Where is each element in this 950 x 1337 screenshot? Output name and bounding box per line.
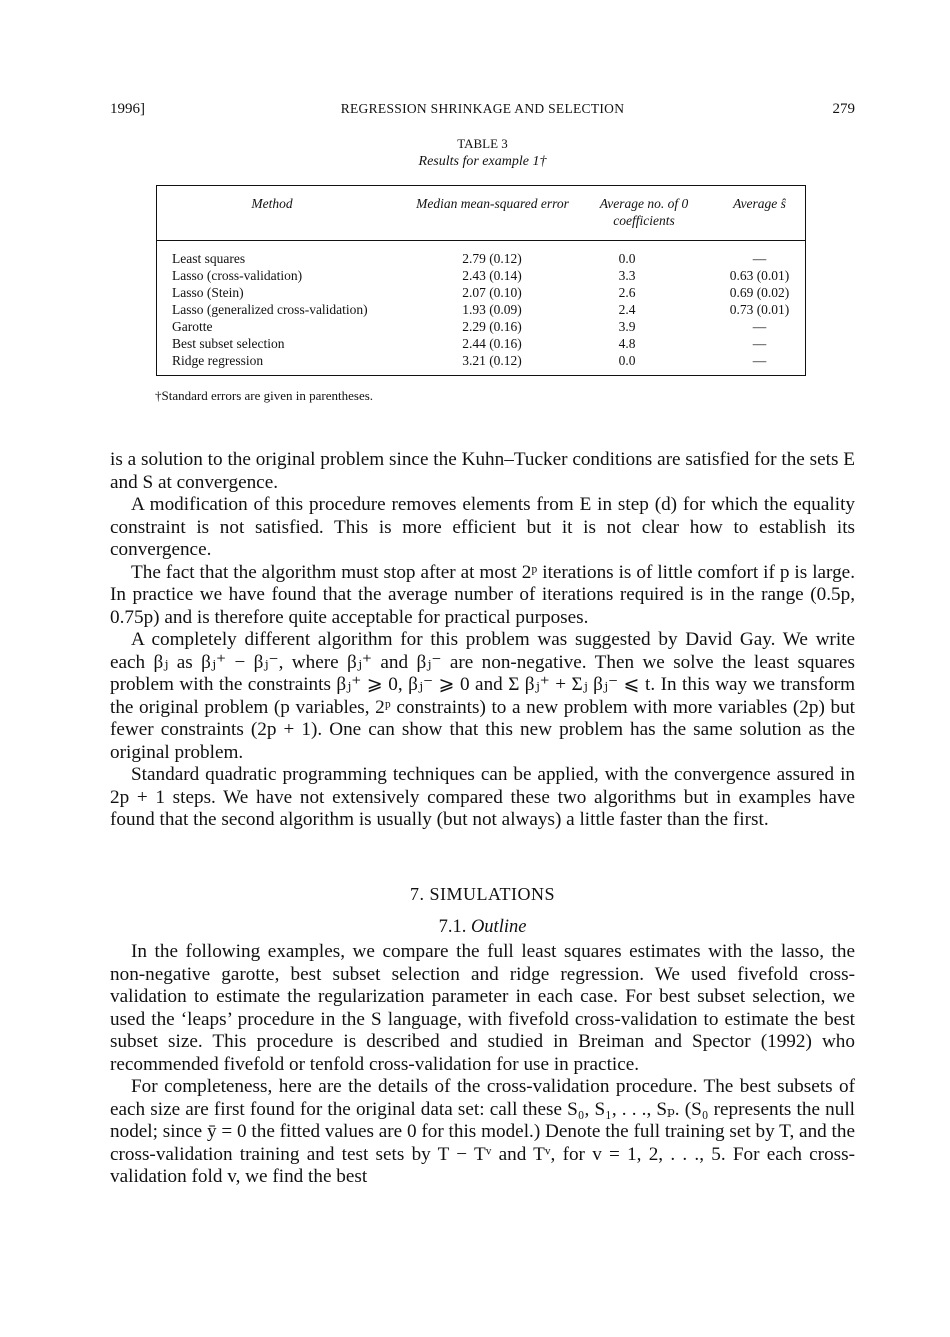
section-heading: 7. SIMULATIONS (409, 884, 555, 904)
cell-zeros: 3.9 (618, 319, 636, 334)
cell-method: Lasso (cross-validation) (172, 268, 303, 283)
table-row (157, 267, 805, 284)
cell-zeros: 0.0 (618, 353, 636, 368)
paragraph: A completely different algorithm for this problem was suggested by David Gay. We write each βⱼ as βⱼ⁺ − βⱼ⁻, where βⱼ⁺ and βⱼ⁻ are non-negative. Then we solve the least squares problem with the constraints βⱼ⁺ ⩾ 0, βⱼ⁻ ⩾ 0 and Σ βⱼ⁺ + Σⱼ βⱼ⁻ ⩽ t. In this way we transform the original problem (p variables, 2ᵖ constraints) to a new problem with more variables (2p) but fewer constraints (2p + 1). One can show that this new problem has the same solution as the original problem. (110, 629, 855, 763)
results-table (156, 185, 806, 376)
cell-s: 0.63 (0.01) (729, 268, 790, 283)
cell-zeros: 4.8 (618, 336, 636, 351)
table-row (157, 335, 805, 352)
cell-mse: 3.21 (0.12) (462, 353, 522, 368)
col-header-mse: Median mean-squared error (416, 196, 569, 211)
cell-s: 0.73 (0.01) (729, 302, 790, 317)
cell-mse: 2.43 (0.14) (462, 268, 522, 283)
cell-mse: 2.29 (0.16) (462, 319, 522, 334)
cell-s: 0.69 (0.02) (729, 285, 790, 300)
cell-zeros: 3.3 (618, 268, 636, 283)
subsection-heading (110, 917, 855, 938)
cell-method: Garotte (172, 319, 213, 334)
paragraph: In the following examples, we compare the full least squares estimates with the lasso, the non-negative garotte, best subset selection and ridge regression. We used fivefold cross-validation to estimate the regularization parameter in each case. For best subset selection, we used the ‘leaps’ procedure in the S language, with fivefold cross-validation to estimate the best subset size. This procedure is described and studied in Breiman and Spector (1992) who recommended fivefold or tenfold cross-validation for use in practice. (110, 941, 855, 1075)
cell-method: Best subset selection (172, 336, 285, 351)
cell-method: Lasso (generalized cross-validation) (172, 302, 368, 317)
cell-s: — (752, 353, 767, 368)
cell-s: — (752, 319, 767, 334)
paragraph: Standard quadratic programming techniques can be applied, with the convergence assured in 2p + 1 steps. We have not extensively compared these two algorithms but in examples have found that the second algorithm is usually (but not always) a little faster than the first. (110, 764, 855, 830)
col-header-s: Average ŝ (733, 196, 786, 211)
col-header-zeros: Average no. of 0 coefficients (599, 196, 689, 228)
paragraph: A modification of this procedure removes elements from E in step (d) for which the equality constraint is not satisfied. This is more efficient but it is not clear how to establish its convergence. (110, 494, 855, 560)
table-row (157, 301, 805, 318)
cell-zeros: 2.6 (618, 285, 636, 300)
volume-year: 1996] (110, 101, 145, 117)
cell-s: — (752, 251, 767, 266)
page-number: 279 (832, 101, 855, 117)
table-subtitle: Results for example 1† (418, 154, 547, 169)
cell-mse: 1.93 (0.09) (462, 302, 522, 317)
cell-method: Lasso (Stein) (172, 285, 244, 300)
cell-mse: 2.07 (0.10) (462, 285, 522, 300)
cell-s: — (752, 336, 767, 351)
table-caption (110, 135, 855, 171)
table-row (157, 284, 805, 301)
subsection-title: Outline (470, 917, 527, 937)
body-text-upper (110, 449, 855, 832)
page-header (110, 101, 855, 123)
col-header-method: Method (251, 196, 293, 211)
paragraph: The fact that the algorithm must stop after at most 2ᵖ iterations is of little comfort if p is large. In practice we have found that the average number of iterations required is in the range (0.5p, 0.75p) and is therefore quite acceptable for practical purposes. (110, 561, 855, 628)
running-title: REGRESSION SHRINKAGE AND SELECTION (340, 101, 625, 116)
paragraph: is a solution to the original problem since the Kuhn–Tucker conditions are satisfied for the sets E and S at convergence. (110, 449, 855, 493)
table-label: TABLE 3 (457, 136, 508, 151)
table-row (157, 250, 805, 267)
table-row (157, 318, 805, 335)
paragraph: For completeness, here are the details of the cross-validation procedure. The best subsets of each size are first found for the original data set: call these S₀, S₁, . . ., Sₚ. (S₀ represents the null nodel; since ȳ = 0 the fitted values are 0 for this model.) Denote the full training set by T, and the cross-validation training and test sets by T − Tᵛ and Tᵛ, for v = 1, 2, . . ., 5. For each cross-validation fold v, we find the best (110, 1076, 855, 1187)
cell-zeros: 0.0 (618, 251, 636, 266)
table-header (157, 186, 805, 241)
cell-method: Least squares (172, 251, 246, 266)
cell-mse: 2.79 (0.12) (462, 251, 522, 266)
cell-method: Ridge regression (172, 353, 264, 368)
cell-mse: 2.44 (0.16) (462, 336, 522, 351)
table-footnote: †Standard errors are given in parentheses. (155, 388, 374, 403)
cell-zeros: 2.4 (618, 302, 636, 317)
subsection-number: 7.1. (438, 917, 467, 937)
body-text-lower (110, 941, 855, 1189)
table-row (157, 352, 805, 369)
